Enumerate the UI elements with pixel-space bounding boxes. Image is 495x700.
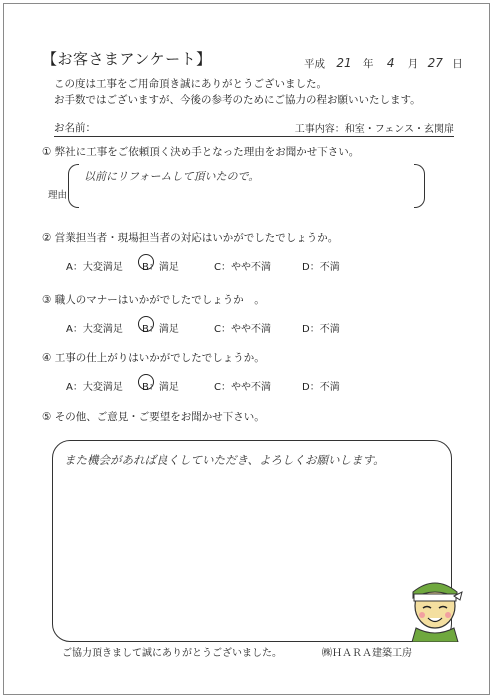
date-month: 4 (386, 56, 395, 70)
comment-box[interactable] (52, 440, 452, 642)
question-3-options (66, 320, 340, 335)
survey-sheet (3, 3, 490, 695)
q4-option-c[interactable]: C：やや不満 (214, 382, 271, 393)
question-3: ③ 職人のマナーはいかがでしたでしょうか 。 (42, 294, 265, 306)
q4-option-b[interactable] (142, 378, 214, 393)
q2-option-b-label: B：満足 (142, 262, 179, 273)
intro-line-1: この度は工事をご用命頂き誠にありがとうございました。 (54, 78, 327, 90)
date-day-unit: 日 (452, 58, 463, 70)
intro-line-2: お手数ではございますが、今後の参考のためにご協力の程お願いいたします。 (54, 94, 421, 106)
comment-answer: また機会があれば良くしていただき、よろしくお願いします。 (64, 453, 385, 467)
selected-circle-icon (138, 374, 154, 390)
question-5: ⑤ その他、ご意見・ご要望をお聞かせ下さい。 (42, 411, 265, 423)
question-4: ④ 工事の仕上がりはいかがでしたでしょうか。 (42, 352, 265, 364)
reason-bracket-left (68, 164, 79, 208)
q3-option-c[interactable]: C：やや不満 (214, 324, 271, 335)
selected-circle-icon (138, 254, 154, 270)
q2-option-b[interactable] (142, 258, 214, 273)
customer-row (54, 120, 454, 137)
date-month-unit: 月 (407, 58, 419, 70)
question-2: ② 営業担当者・現場担当者の対応はいかがでしたでしょうか。 (42, 232, 339, 244)
question-2-options (66, 258, 340, 273)
question-1: ① 弊社に工事をご依頼頂く決め手となった理由をお聞かせ下さい。 (42, 146, 360, 158)
date-year: 21 (336, 56, 352, 70)
date-era: 平成 (304, 58, 325, 70)
date-day: 27 (427, 56, 443, 70)
work-content-label: 工事内容：和室・フェンス・玄関扉 (294, 124, 454, 135)
q2-option-c[interactable]: C：やや不満 (214, 262, 271, 273)
q4-option-a[interactable]: A：大変満足 (66, 382, 123, 393)
name-label: お名前： (54, 122, 96, 134)
survey-date (304, 56, 463, 71)
survey-title: 【お客さまアンケート】 (42, 50, 212, 68)
footer-thanks: ご協力頂きまして誠にありがとうございました。 (62, 648, 282, 659)
footer-company: ㈱ＨＡＲＡ建築工房 (322, 648, 412, 659)
q3-option-b-label: B：満足 (142, 324, 179, 335)
q3-option-b[interactable] (142, 320, 214, 335)
q4-option-b-label: B：満足 (142, 382, 179, 393)
reason-answer: 以前にリフォームして頂いたので。 (84, 170, 260, 183)
reason-bracket-right (414, 164, 425, 208)
q3-option-a[interactable]: A：大変満足 (66, 324, 123, 335)
q4-option-d[interactable]: D：不満 (302, 382, 340, 393)
date-year-unit: 年 (362, 58, 374, 70)
reason-label: 理由 (48, 190, 68, 201)
q3-option-d[interactable]: D：不満 (302, 324, 340, 335)
q2-option-d[interactable]: D：不満 (302, 262, 340, 273)
q2-option-a[interactable]: A：大変満足 (66, 262, 123, 273)
selected-circle-icon (138, 316, 154, 332)
question-4-options (66, 378, 340, 393)
worker-mascot-icon (404, 566, 466, 642)
